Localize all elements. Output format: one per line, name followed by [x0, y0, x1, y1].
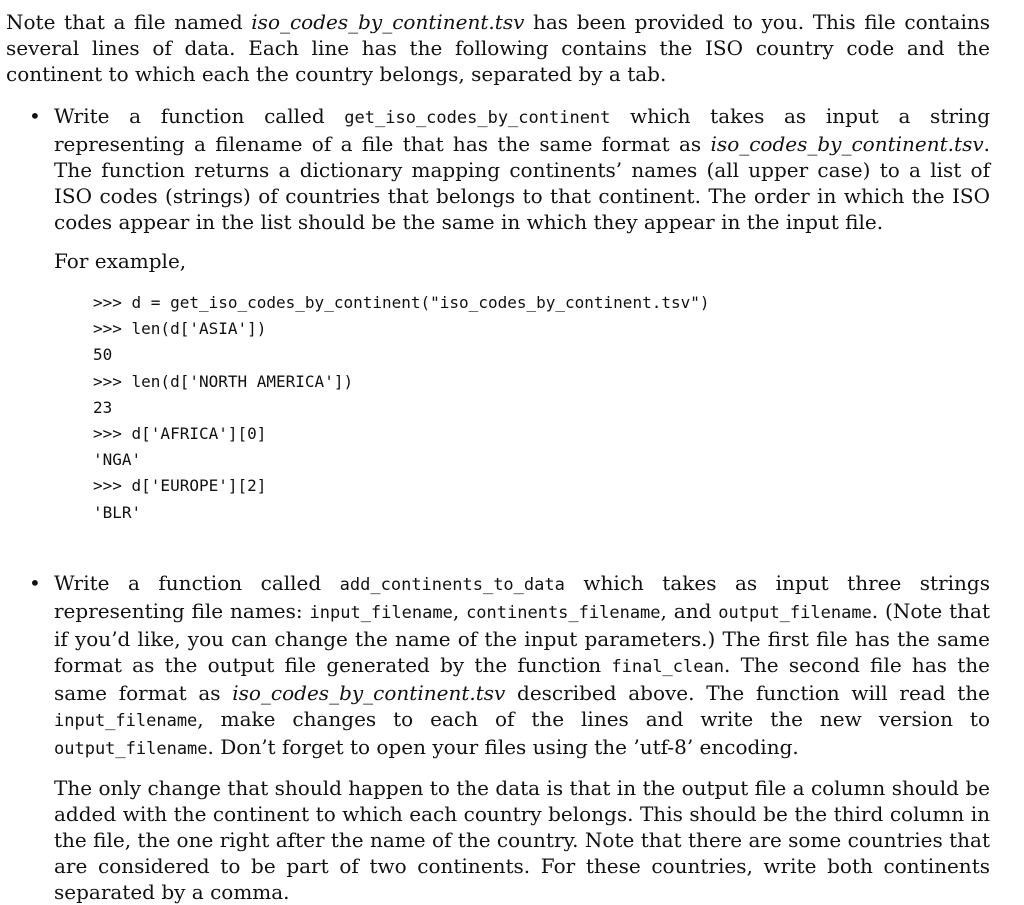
item2-text-5: described above. The function will read the	[505, 680, 990, 705]
item2-function-final-clean: final_clean	[611, 656, 724, 677]
item2-text-3: . (Note that if you’d like, you can change the name of the input parameters.) The first file has the same format as the output file generated by the function	[54, 598, 991, 677]
item2-sep-1: ,	[452, 598, 467, 623]
item2-output-filename: output_filename	[54, 738, 208, 759]
code-line: >>> len(d['NORTH AMERICA'])	[93, 371, 354, 391]
item2-function-name: add_continents_to_data	[339, 574, 565, 595]
item2-paragraph	[54, 570, 990, 762]
task-item-2	[6, 570, 990, 905]
code-line: 'NGA'	[93, 450, 142, 470]
intro-filename: iso_codes_by_continent.tsv	[251, 10, 525, 34]
intro-text-2: has been provided to you. This file contains several lines of data. Each line has the following contains the ISO country code and the continent to which each the country belongs, separated by a tab.	[6, 10, 991, 86]
item2-text-2: which takes as input three strings representing file names:	[54, 570, 991, 623]
code-line: 'BLR'	[93, 502, 142, 522]
code-line: >>> d = get_iso_codes_by_continent("iso_codes_by_continent.tsv")	[93, 293, 710, 312]
item2-arg-output: output_filename	[718, 602, 872, 623]
item1-filename: iso_codes_by_continent.tsv	[710, 132, 984, 156]
bullet-icon: •	[29, 570, 41, 595]
item2-text-7: . Don’t forget to open your files using the ’utf-8’ encoding.	[207, 734, 799, 759]
code-line: >>> len(d['ASIA'])	[93, 319, 267, 339]
code-example	[93, 290, 990, 526]
item1-text-3: . The function returns a dictionary mapping continents’ names (all upper case) to a list of ISO codes (strings) of countries that belongs to that continent. The order in which the ISO codes appear in the list should be the same in which they appear in the input file.	[54, 132, 990, 234]
code-line: 23	[93, 397, 113, 417]
item1-text-2: which takes as input a string representing a filename of a file that has the same format as	[54, 104, 991, 156]
code-line: >>> d['AFRICA'][0]	[93, 424, 267, 444]
item2-sep-2: , and	[660, 598, 719, 623]
intro-paragraph	[6, 9, 990, 87]
item2-text-6: , make changes to each of the lines and write the new version to	[197, 706, 990, 731]
example-label: For example,	[54, 249, 187, 273]
document-page	[6, 9, 990, 905]
code-line: >>> d['EUROPE'][2]	[93, 476, 267, 496]
item2-input-filename: input_filename	[54, 710, 198, 731]
task-item-1	[6, 103, 990, 526]
item1-paragraph	[54, 103, 990, 235]
task-list	[6, 103, 990, 905]
item2-text-1: Write a function called	[54, 570, 340, 595]
item1-text-1: Write a function called	[54, 104, 345, 128]
item2-paragraph-2: The only change that should happen to the data is that in the output file a column should be added with the continent to which each country belongs. This should be the third column in the file, the one right after the name of the country. Note that there are some countries that are considered to be part of two continents. For these countries, write both continents separated by a comma.	[54, 775, 990, 904]
item2-text-4: . The second file has the same format as	[54, 652, 990, 705]
item2-arg-input: input_filename	[309, 602, 453, 623]
item2-filename: iso_codes_by_continent.tsv	[232, 680, 506, 705]
bullet-icon: •	[29, 104, 41, 128]
code-line: 50	[93, 345, 113, 365]
item1-function-name: get_iso_codes_by_continent	[344, 108, 611, 128]
item2-arg-continents: continents_filename	[466, 602, 661, 623]
intro-text-1: Note that a file named	[6, 10, 252, 34]
